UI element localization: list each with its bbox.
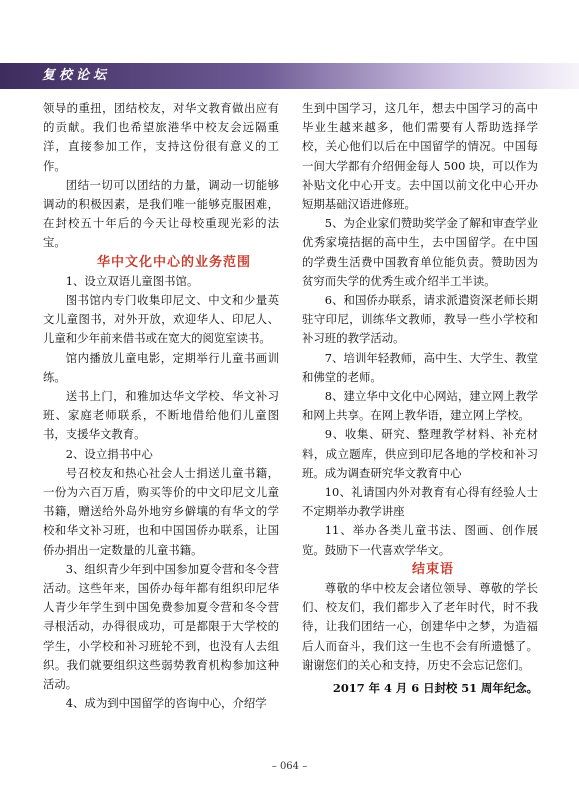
closing-heading: 结束语 <box>411 561 454 577</box>
list-item: 9、收集、研究、整理教学材料、补充材料，成立题库，供应到印尼各地的学校和补习班。成为调查研究华文教育中心 <box>302 427 538 480</box>
list-item: 4、成为到中国留学的咨询中心，介绍学 <box>65 696 267 711</box>
paragraph: 领导的重扭，团结校友，对华文教育做出应有的贡献。我们也希望旅港华中校友会远隔重洋，直接参加工作，支持这份很有意义的工作。 <box>43 101 279 173</box>
right-column <box>302 99 538 698</box>
signoff-date: 2017 年 4 月 6 日封校 51 周年纪念。 <box>332 681 538 696</box>
page-number: – 064 – <box>271 761 308 772</box>
list-item: 11、举办各类儿童书法、图画、创作展览。鼓励下一代喜欢学华文。 <box>302 523 538 557</box>
list-item: 7、培训年轻教师，高中生、大学生、教堂和佛堂的老师。 <box>302 350 538 384</box>
list-item: 5、为企业家们赞助奖学金了解和审查学业优秀家境拮据的高中生，去中国留学。在中国的学费生活费中国教育单位能负责。赞助因为贫穷而失学的优秀生或介绍半工半读。 <box>302 216 538 288</box>
paragraph: 馆内播放儿童电影，定期举行儿童书画训练。 <box>43 350 279 384</box>
list-item: 8、建立华中文化中心网站，建立网上教学和网上共享。在网上教华语，建立网上学校。 <box>302 389 538 423</box>
paragraph: 送书上门，和雅加达华文学校、华文补习班、家庭老师联系，不断地借给他们儿童图书，支援华文教育。 <box>43 389 279 442</box>
list-item: 3、组织青少年到中国参加夏令营和冬令营活动。这些年来，国侨办每年都有组织印尼华人青少年学生到中国免费参加夏令营和冬令营寻根活动，办得很成功，可是都限于大学校的学生，小学校和补习班轮不到，也没有人去组织。我们就要组织这些弱势教育机构参加这种活动。 <box>43 561 279 692</box>
paragraph: 生到中国学习，这几年，想去中国学习的高中毕业生越来越多，他们需要有人帮助选择学校，关心他们以后在中国留学的情况。中国每一间大学都有介绍佣金每人 500 块，可以作为补贴文化中心开支。去中国以前文化中心开办短期基础汉语进修班。 <box>302 101 538 212</box>
paragraph: 团结一切可以团结的力量，调动一切能够调动的积极因素，是我们唯一能够克服困难，在封校五十年后的今天让母校重现光彩的法宝。 <box>43 177 279 250</box>
header-band <box>0 63 579 89</box>
paragraph: 图书馆内专门收集印尼文、中文和少量英文儿童图书，对外开放，欢迎华人、印尼人、儿童和少年前来借书或在宽大的阅览室读书。 <box>43 293 279 346</box>
section-title: 复校论坛 <box>42 68 111 83</box>
paragraph: 尊敬的华中校友会诸位领导、尊敬的学长们、校友们，我们都步入了老年时代，时不我待，让我们团结一心，创建华中之梦，为造福后人而奋斗，我们这一生也不会有所遗憾了。谢谢您们的关心和支持，历史不会忘记您们。 <box>302 581 538 672</box>
item-title: 2、设立捐书中心 <box>65 446 153 461</box>
list-item: 6、和国侨办联系，请求派遣资深老师长期驻守印尼，训练华文教师，教导一些小学校和补习班的教学活动。 <box>302 293 538 346</box>
item-title: 1、设立双语儿童图书馆。 <box>65 273 199 288</box>
paragraph: 号召校友和热心社会人士捐送儿童书籍，一份为六百万盾，购买等价的中文印尼文儿童书籍，赠送给外岛外地穷乡僻壤的有华文的学校和华文补习班，也和中国国侨办联系，让国侨办捐出一定数量的儿童书籍。 <box>43 465 279 557</box>
section-heading: 华中文化中心的业务范围 <box>96 254 251 270</box>
left-column <box>43 99 279 714</box>
list-item: 10、礼请国内外对教育有心得有经验人士不定期举办教学讲座 <box>302 485 538 519</box>
